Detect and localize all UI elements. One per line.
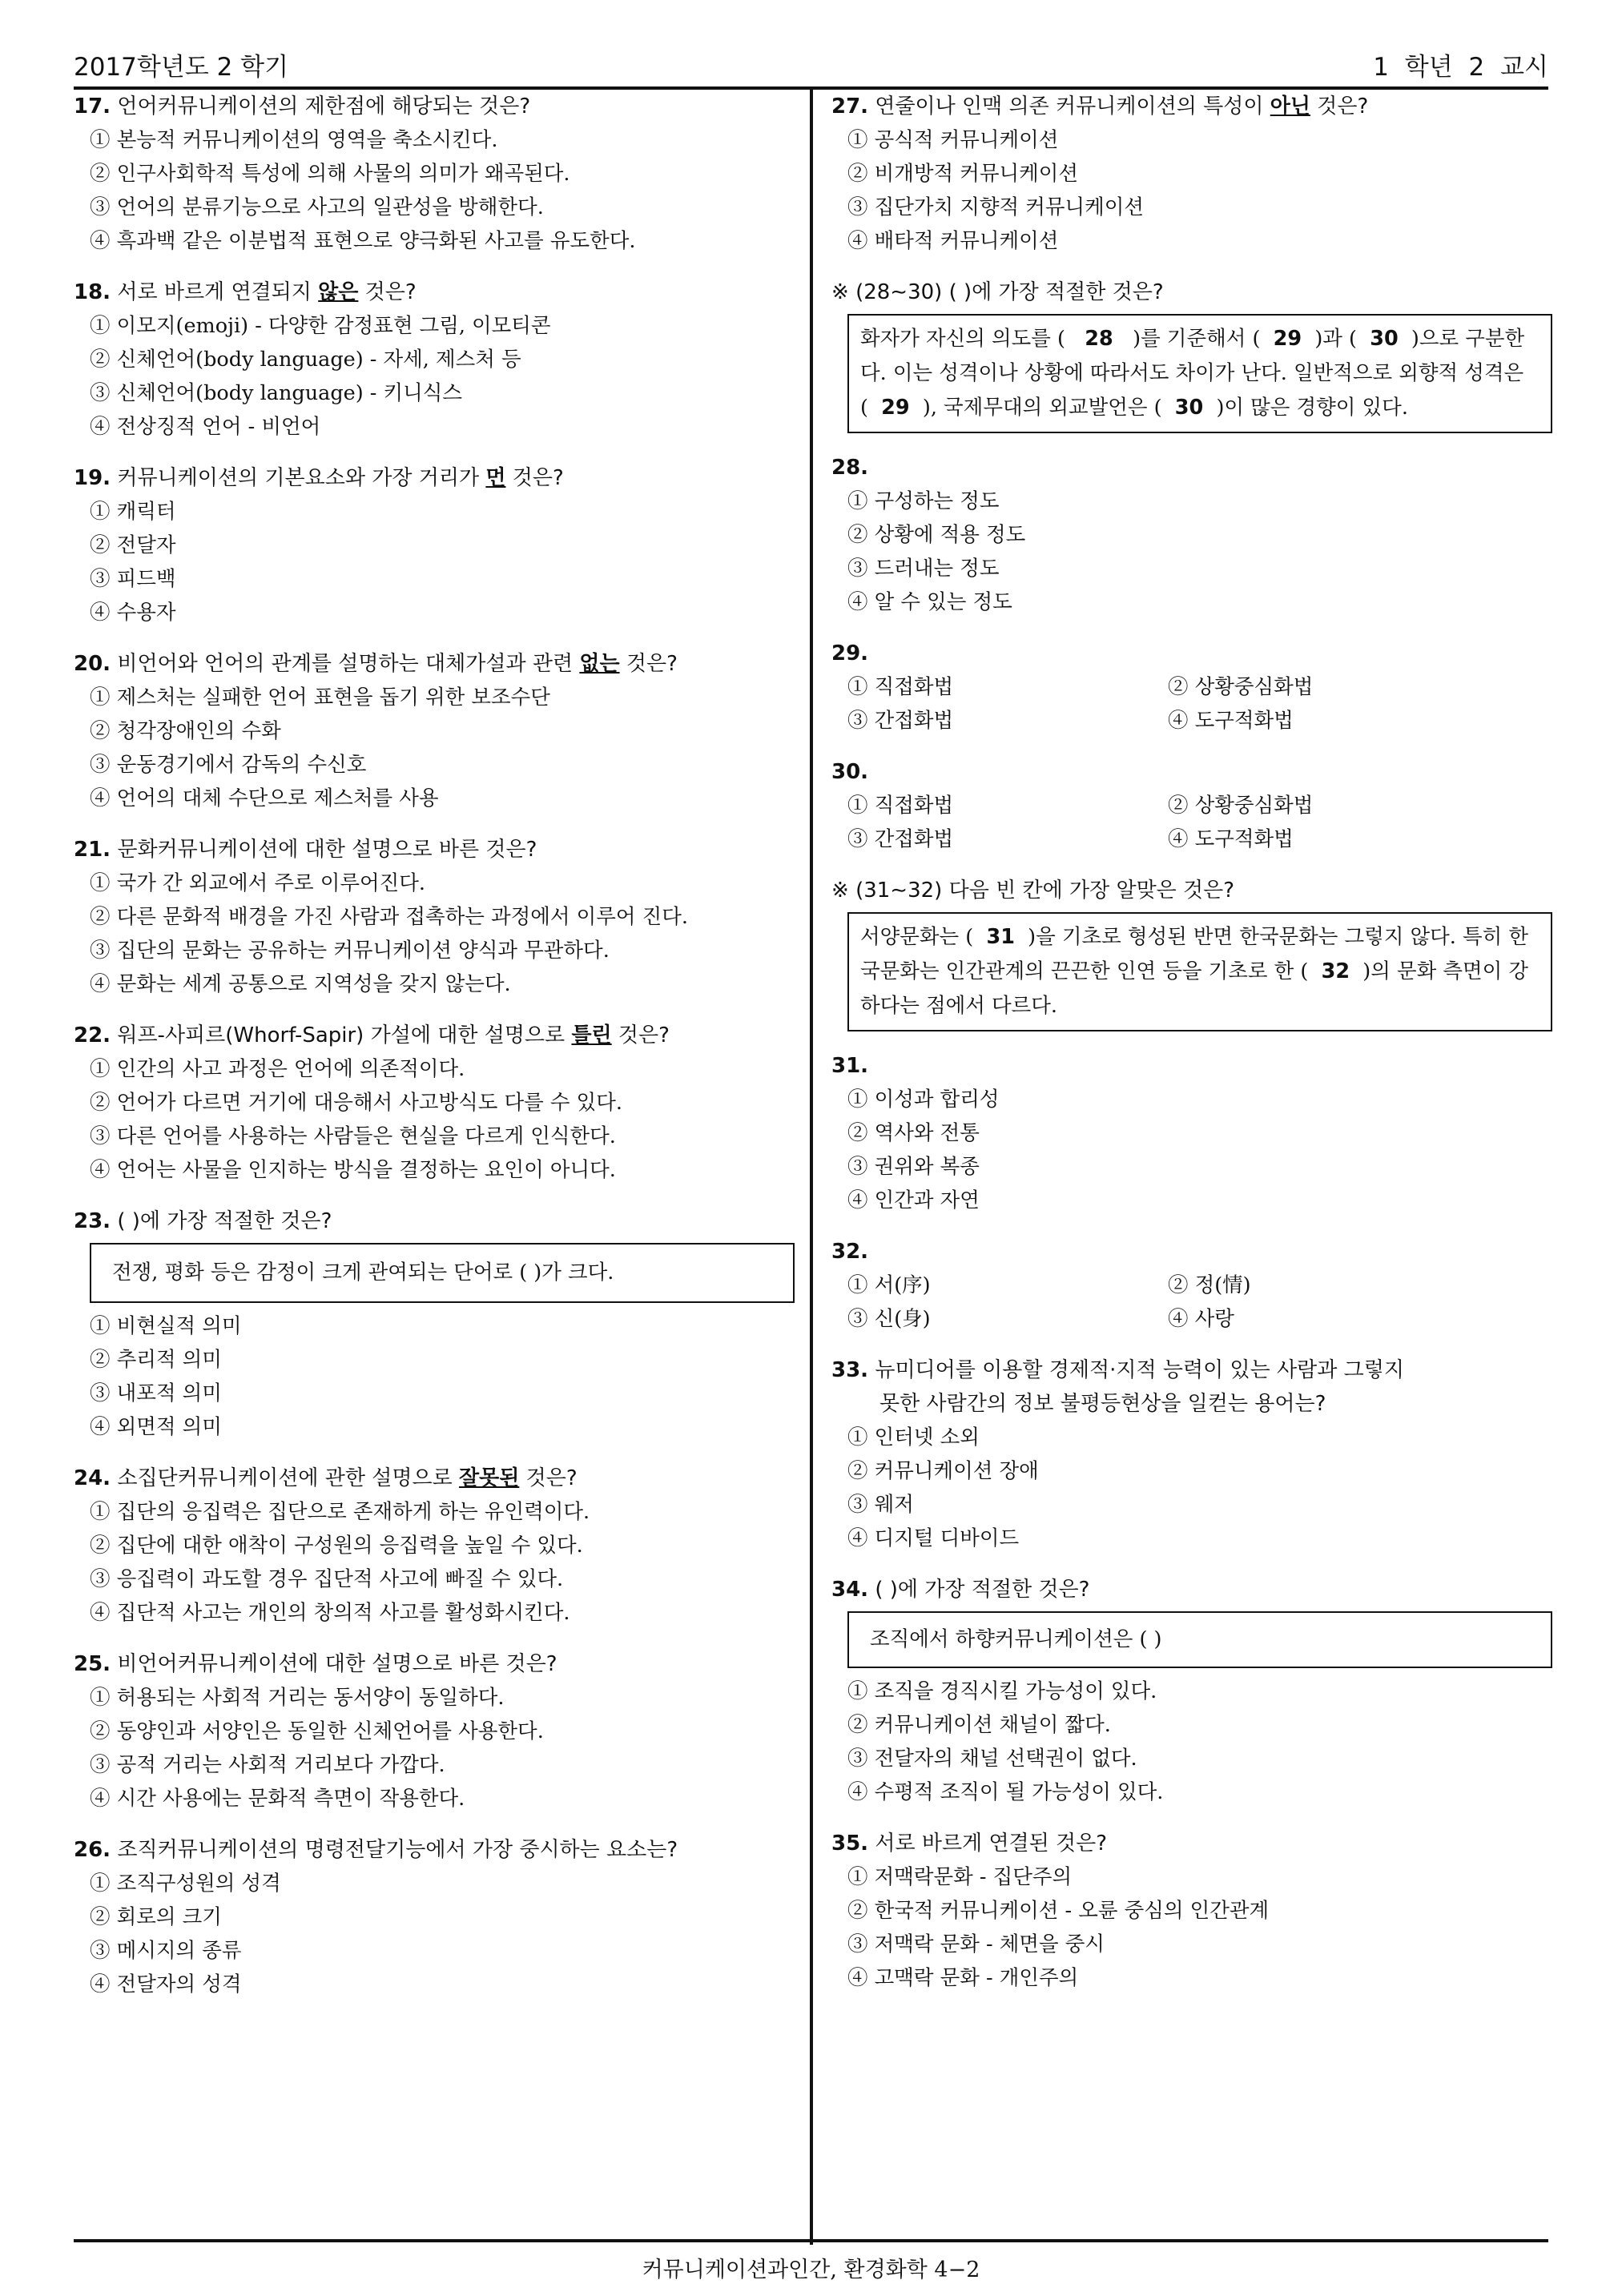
option-3[interactable]: ③ 웨저 [847,1493,914,1517]
question-number: 20. [74,652,111,676]
left-column [74,90,795,2019]
question-number: 33. [831,1358,869,1382]
passage-text: )과 ( [1314,327,1357,351]
question-number: 31. [831,1054,869,1078]
option-1[interactable]: ① 허용되는 사회적 거리는 동서양이 동일하다. [90,1686,505,1710]
emphasis-word: 먼 [485,466,506,490]
option-3[interactable]: ③ 신(身) [847,1307,931,1331]
emphasis-word: 틀린 [571,1023,612,1047]
question-number: 23. [74,1209,111,1233]
option-3[interactable]: ③ 운동경기에서 감독의 수신호 [90,753,367,777]
option-1[interactable]: ① 집단의 응집력은 집단으로 존재하게 하는 유인력이다. [90,1500,590,1524]
option-4[interactable]: ④ 전상징적 언어 - 비언어 [90,415,321,439]
passage-text: )를 기준해서 ( [1133,327,1261,351]
emphasis-word: 잘못된 [458,1466,520,1490]
question-17 [74,90,795,258]
option-3[interactable]: ③ 메시지의 종류 [90,1939,242,1963]
option-4[interactable]: ④ 시간 사용에는 문화적 측면이 작용한다. [90,1787,465,1811]
question-range: (28∼30) [855,280,943,304]
question-text: 비언어커뮤니케이션에 대한 설명으로 바른 것은? [117,1652,557,1676]
question-number: 30. [831,760,869,784]
question-number: 18. [74,280,111,304]
option-1[interactable]: ① 비현실적 의미 [90,1314,242,1338]
question-number: 21. [74,838,111,862]
option-1[interactable]: ① 구성하는 정도 [847,489,1000,513]
question-number: 34. [831,1578,869,1602]
blank-29: 29 [881,396,910,420]
option-1[interactable]: ① 제스처는 실패한 언어 표현을 돕기 위한 보조수단 [90,686,550,710]
question-number: 25. [74,1652,111,1676]
option-4[interactable]: ④ 디지털 디바이드 [847,1526,1020,1550]
option-2[interactable]: ② 상황중심화법 [1168,794,1314,818]
option-2[interactable]: ② 한국적 커뮤니케이션 - 오륜 중심의 인간관계 [847,1899,1270,1923]
question-text-line2: 못한 사람간의 정보 불평등현상을 일컫는 용어는? [879,1392,1326,1416]
question-number: 24. [74,1466,111,1490]
question-32 [831,1235,1552,1336]
page-header [74,35,1548,85]
question-number: 35. [831,1832,869,1856]
question-18 [74,275,795,444]
option-3[interactable]: ③ 권위와 복종 [847,1155,980,1179]
option-4[interactable]: ④ 수용자 [90,601,176,625]
question-20 [74,647,795,815]
option-2[interactable]: ② 비개방적 커뮤니케이션 [847,162,1079,186]
option-2[interactable]: ② 커뮤니케이션 장애 [847,1459,1039,1483]
question-number: 17. [74,94,111,119]
blank-29: 29 [1273,327,1302,351]
question-26 [74,1833,795,2001]
question-text: ( )에 가장 적절한 것은? [117,1209,332,1233]
option-1[interactable]: ① 저맥락문화 - 집단주의 [847,1865,1073,1889]
option-4[interactable]: ④ 문화는 세계 공통으로 지역성을 갖지 않는다. [90,972,511,996]
question-24 [74,1462,795,1630]
option-3[interactable]: ③ 간접화법 [847,827,954,851]
passage-box: 조직에서 하향커뮤니케이션은 ( ) [847,1611,1552,1668]
option-3[interactable]: ③ 공적 거리는 사회적 거리보다 가깝다. [90,1753,445,1777]
question-number: 28. [831,456,869,480]
option-4[interactable]: ④ 언어는 사물을 인지하는 방식을 결정하는 요인이 아니다. [90,1158,616,1182]
option-2[interactable]: ② 회로의 크기 [90,1905,222,1929]
question-text: 워프-사피르(Whorf-Sapir) 가설에 대한 설명으로 [117,1023,572,1047]
passage-box: 전쟁, 평화 등은 감정이 크게 관여되는 단어로 ( )가 크다. [90,1243,795,1303]
option-3[interactable]: ③ 드러내는 정도 [847,557,1000,581]
page-footer: 커뮤니케이션과인간, 환경화학 4−2 [642,2258,980,2282]
group-31-32 [831,874,1552,1031]
option-3[interactable]: ③ 내포적 의미 [90,1381,222,1405]
question-text: 소집단커뮤니케이션에 관한 설명으로 [117,1466,459,1490]
question-text-end: 것은? [519,1466,578,1490]
option-2[interactable]: ② 역사와 전통 [847,1121,980,1145]
option-1[interactable]: ① 조직을 경직시킬 가능성이 있다. [847,1679,1157,1703]
column-divider [810,90,813,2245]
question-number: 32. [831,1240,869,1264]
question-text-end: 것은? [358,280,417,304]
option-1[interactable]: ① 서(序) [847,1273,931,1297]
question-text: 조직커뮤니케이션의 명령전달기능에서 가장 중시하는 요소는? [117,1838,678,1862]
option-4[interactable]: ④ 알 수 있는 정도 [847,590,1012,614]
question-text: 커뮤니케이션의 기본요소와 가장 거리가 [117,466,486,490]
option-2[interactable]: ② 커뮤니케이션 채널이 짧다. [847,1713,1111,1737]
question-number: 19. [74,466,111,490]
option-2[interactable]: ② 인구사회학적 특성에 의해 사물의 의미가 왜곡된다. [90,162,570,186]
question-30 [831,755,1552,856]
note-mark: ※ [831,280,849,304]
passage-box [847,314,1552,433]
passage-text: )의 문화 측면이 강하다는 점에서 다르다. [860,959,1528,1018]
question-25 [74,1647,795,1815]
option-4[interactable]: ④ 외면적 의미 [90,1415,222,1439]
option-2[interactable]: ② 신체언어(body language) - 자세, 제스처 등 [90,348,521,372]
option-2[interactable]: ② 집단에 대한 애착이 구성원의 응집력을 높일 수 있다. [90,1534,583,1558]
option-2[interactable]: ② 상황중심화법 [1168,675,1314,699]
question-text: 비언어와 언어의 관계를 설명하는 대체가설과 관련 [117,652,580,676]
question-31 [831,1049,1552,1217]
option-1[interactable]: ① 이성과 합리성 [847,1088,1000,1112]
blank-30: 30 [1174,396,1204,420]
option-1[interactable]: ① 직접화법 [847,675,954,699]
question-22 [74,1019,795,1187]
question-text: 문화커뮤니케이션에 대한 설명으로 바른 것은? [117,838,537,862]
semester-label: 2017학년도 2 학기 [74,53,289,82]
question-28 [831,451,1552,619]
option-1[interactable]: ① 공식적 커뮤니케이션 [847,128,1059,152]
question-text: ( )에 가장 적절한 것은? [948,280,1164,304]
option-1[interactable]: ① 이모지(emoji) - 다양한 감정표현 그림, 이모티콘 [90,314,551,338]
option-4[interactable]: ④ 사랑 [1168,1307,1234,1331]
option-4[interactable]: ④ 집단적 사고는 개인의 창의적 사고를 활성화시킨다. [90,1601,570,1625]
question-range: (31∼32) [855,879,943,903]
option-3[interactable]: ③ 응집력이 과도할 경우 집단적 사고에 빠질 수 있다. [90,1567,564,1591]
group-28-30 [831,275,1552,433]
option-3[interactable]: ③ 저맥락 문화 - 체면을 중시 [847,1932,1105,1956]
question-text: 다음 빈 칸에 가장 알맞은 것은? [948,879,1235,903]
question-text: 연줄이나 인맥 의존 커뮤니케이션의 특성이 [875,94,1270,119]
passage-text: 서양문화는 ( [860,925,974,949]
question-number: 27. [831,94,869,119]
option-3[interactable]: ③ 집단가치 지향적 커뮤니케이션 [847,195,1145,219]
question-text-end: 것은? [611,1023,670,1047]
grade-period-label: 1 학년 2 교시 [1373,53,1548,82]
footer-rule [74,2239,1548,2242]
option-4[interactable]: ④ 언어의 대체 수단으로 제스처를 사용 [90,786,439,810]
question-29 [831,637,1552,738]
option-1[interactable]: ① 본능적 커뮤니케이션의 영역을 축소시킨다. [90,128,498,152]
passage-text: 화자가 자신의 의도를 ( [860,327,1065,351]
option-4[interactable]: ④ 도구적화법 [1168,827,1294,851]
passage-box [847,912,1552,1031]
question-text: 언어커뮤니케이션의 제한점에 해당되는 것은? [117,94,531,119]
option-3[interactable]: ③ 피드백 [90,567,176,591]
passage-text: )으로 구분한다. 이는 성격이나 상황에 따라서도 차이가 난다. 일반적으로 외향적 성격은 ( [860,327,1525,420]
question-19 [74,461,795,629]
option-2[interactable]: ② 상황에 적용 정도 [847,523,1026,547]
note-mark: ※ [831,879,849,903]
option-3[interactable]: ③ 언어의 분류기능으로 사고의 일관성을 방해한다. [90,195,544,219]
option-2[interactable]: ② 정(情) [1168,1273,1251,1297]
passage-text: ), 국제무대의 외교발언은 ( [922,396,1162,420]
blank-32: 32 [1321,959,1350,983]
option-2[interactable]: ② 추리적 의미 [90,1348,222,1372]
option-2[interactable]: ② 청각장애인의 수화 [90,719,281,743]
option-2[interactable]: ② 전달자 [90,533,176,557]
question-23 [74,1204,795,1444]
question-number: 22. [74,1023,111,1047]
right-column [831,90,1552,2013]
option-3[interactable]: ③ 간접화법 [847,709,954,733]
option-1[interactable]: ① 조직구성원의 성격 [90,1872,281,1896]
question-text: ( )에 가장 적절한 것은? [875,1578,1090,1602]
option-4[interactable]: ④ 배타적 커뮤니케이션 [847,229,1059,253]
option-2[interactable]: ② 언어가 다르면 거기에 대응해서 사고방식도 다를 수 있다. [90,1091,623,1115]
question-number: 26. [74,1838,111,1862]
question-text-end: 것은? [1310,94,1369,119]
option-3[interactable]: ③ 다른 언어를 사용하는 사람들은 현실을 다르게 인식한다. [90,1124,616,1148]
option-4[interactable]: ④ 흑과백 같은 이분법적 표현으로 양극화된 사고를 유도한다. [90,229,636,253]
question-text: 서로 바르게 연결되지 [117,280,319,304]
option-2[interactable]: ② 다른 문화적 배경을 가진 사람과 접촉하는 과정에서 이루어 진다. [90,905,689,929]
question-33 [831,1353,1552,1555]
question-35 [831,1827,1552,1995]
option-1[interactable]: ① 캐릭터 [90,500,176,524]
option-2[interactable]: ② 동양인과 서양인은 동일한 신체언어를 사용한다. [90,1719,544,1743]
emphasis-word: 없는 [579,652,620,676]
question-text: 서로 바르게 연결된 것은? [875,1832,1108,1856]
option-3[interactable]: ③ 신체언어(body language) - 키니식스 [90,381,463,405]
option-3[interactable]: ③ 전달자의 채널 선택권이 없다. [847,1747,1137,1771]
emphasis-word: 아닌 [1270,94,1310,119]
option-4[interactable]: ④ 도구적화법 [1168,709,1294,733]
option-1[interactable]: ① 국가 간 외교에서 주로 이루어진다. [90,871,425,895]
question-text-end: 것은? [505,466,564,490]
option-4[interactable]: ④ 인간과 자연 [847,1188,980,1212]
emphasis-word: 않은 [318,280,359,304]
option-4[interactable]: ④ 고맥락 문화 - 개인주의 [847,1966,1079,1990]
question-text-end: 것은? [619,652,678,676]
blank-31: 31 [986,925,1015,949]
passage-text: )이 많은 경향이 있다. [1216,396,1408,420]
option-1[interactable]: ① 인간의 사고 과정은 언어에 의존적이다. [90,1057,465,1081]
option-1[interactable]: ① 직접화법 [847,794,954,818]
question-text: 뉴미디어를 이용할 경제적·지적 능력이 있는 사람과 그렇지 [875,1358,1404,1382]
question-27 [831,90,1552,258]
option-4[interactable]: ④ 수평적 조직이 될 가능성이 있다. [847,1780,1164,1804]
option-4[interactable]: ④ 전달자의 성격 [90,1972,242,1996]
blank-30: 30 [1370,327,1399,351]
question-34 [831,1573,1552,1809]
question-number: 29. [831,641,869,665]
option-1[interactable]: ① 인터넷 소외 [847,1425,980,1450]
blank-28: 28 [1085,327,1113,351]
passage-text: )을 기초로 형성된 반면 한국문화는 그렇지 않다. 특히 한국문화는 인간관계의 끈끈한 인연 등을 기초로 한 ( [860,925,1528,983]
question-21 [74,833,795,1001]
option-3[interactable]: ③ 집단의 문화는 공유하는 커뮤니케이션 양식과 무관하다. [90,939,610,963]
